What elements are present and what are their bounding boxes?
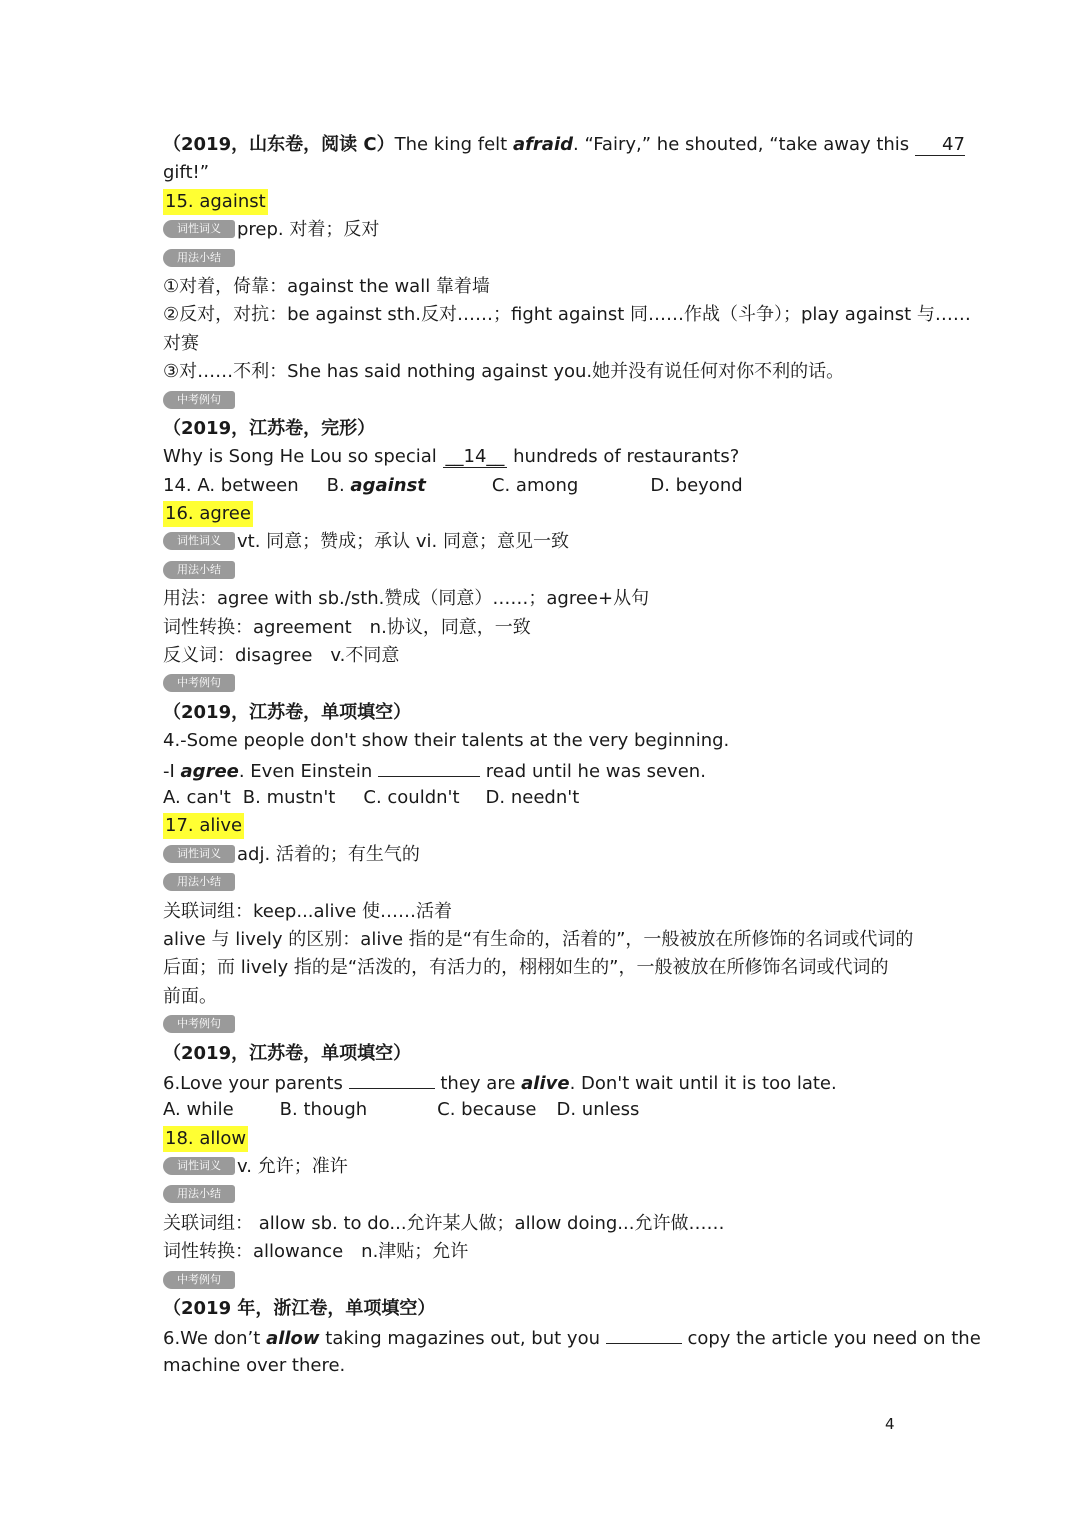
definition: adj. 活着的；有生气的: [237, 843, 420, 865]
entry-heading-agree: 16. agree: [163, 501, 253, 527]
text: . Even Einstein: [238, 760, 378, 782]
text: 6.Love your parents: [163, 1072, 349, 1094]
text: -I: [163, 760, 181, 782]
text: . “Fairy,” he shouted, “take away this: [573, 134, 915, 155]
usage-line: 词性转换：allowance n.津贴；允许: [163, 1241, 469, 1263]
keyword: alive: [521, 1072, 570, 1094]
usage-line: 前面。: [163, 985, 217, 1007]
text: Why is Song He Lou so special: [163, 446, 443, 468]
definition-tag: 词性词义: [163, 532, 235, 550]
option-b-answer: against: [350, 474, 426, 496]
exam-question: [163, 1068, 917, 1096]
text: they are: [434, 1072, 522, 1094]
entry-heading-allow: 18. allow: [163, 1126, 248, 1152]
blank: [349, 1068, 435, 1089]
text: The king felt: [394, 134, 513, 155]
exam-question: 4.-Some people don't show their talents at the very beginning.: [163, 730, 730, 752]
usage-line: 反义词：disagree v.不同意: [163, 645, 400, 667]
document-page: [163, 131, 981, 1380]
blank: [378, 756, 480, 777]
usage-line: ③对……不利：She has said nothing against you.她并没有说任何对你不利的话。: [163, 361, 845, 383]
option-c: C. couldn't: [363, 786, 460, 808]
entry-heading-alive: 17. alive: [163, 813, 244, 839]
usage-line: 词性转换：agreement n.协议，同意，一致: [163, 616, 531, 638]
option-a: A. while: [163, 1099, 234, 1121]
prev-example-line-2: gift!”: [163, 162, 210, 184]
exam-question: [163, 1323, 981, 1351]
option-a: A. can't: [163, 786, 231, 808]
page-number: 4: [885, 1415, 895, 1433]
option-c: C. among: [491, 474, 579, 496]
exam-tag: 中考例句: [163, 674, 235, 692]
text: copy the article you need on the: [681, 1328, 981, 1350]
exam-source: （2019，江苏卷，单项填空）: [163, 701, 412, 723]
exam-question-line-2: machine over there.: [163, 1354, 346, 1376]
definition-tag: 词性词义: [163, 1157, 235, 1175]
option-b: B. though: [279, 1099, 368, 1121]
usage-line: 用法：agree with sb./sth.赞成（同意）……；agree+从句: [163, 588, 650, 610]
source-label: （2019，山东卷，阅读 C）: [163, 134, 395, 155]
option-d: D. beyond: [650, 474, 743, 496]
definition-tag: 词性词义: [163, 220, 235, 238]
option-d: D. needn't: [485, 786, 580, 808]
exam-question: [163, 443, 917, 471]
keyword: allow: [266, 1328, 320, 1350]
exam-tag: 中考例句: [163, 1015, 235, 1033]
usage-tag: 用法小结: [163, 1185, 235, 1203]
usage-tag: 用法小结: [163, 249, 235, 267]
text: hundreds of restaurants?: [507, 446, 740, 468]
exam-answer-line: [163, 756, 917, 784]
exam-source: （2019，江苏卷，单项填空）: [163, 1042, 412, 1064]
keyword: afraid: [512, 134, 574, 155]
usage-line: 关联词组：keep...alive 使……活着: [163, 900, 453, 922]
usage-line: 对赛: [163, 332, 199, 354]
option-c: C. because: [437, 1099, 537, 1121]
blank-number: 14: [463, 446, 487, 468]
exam-options: [163, 1096, 917, 1124]
option-a: 14. A. between: [163, 474, 299, 496]
exam-source: （2019，江苏卷，完形）: [163, 417, 376, 439]
exam-tag: 中考例句: [163, 391, 235, 409]
usage-line: alive 与 lively 的区别：alive 指的是“有生命的，活着的”，一般被放在所修饰的名词或代词的: [163, 928, 914, 950]
usage-tag: 用法小结: [163, 561, 235, 579]
exam-source: （2019 年，浙江卷，单项填空）: [163, 1298, 436, 1320]
option-b: B. mustn't: [242, 786, 336, 808]
exam-options: [163, 472, 917, 500]
text: read until he was seven.: [479, 760, 706, 782]
usage-tag: 用法小结: [163, 873, 235, 891]
definition: v. 允许；准许: [237, 1156, 348, 1178]
text: taking magazines out, but you: [319, 1328, 606, 1350]
definition: vt. 同意；赞成；承认 vi. 同意；意见一致: [237, 531, 569, 553]
entry-heading-against: 15. against: [163, 189, 268, 215]
blank: __14__: [443, 446, 508, 468]
usage-line: 关联词组： allow sb. to do...允许某人做；allow doing...允许做……: [163, 1212, 725, 1234]
exam-tag: 中考例句: [163, 1271, 235, 1289]
usage-line: 后面；而 lively 指的是“活泼的，有活力的，栩栩如生的”，一般被放在所修饰名词或代词的: [163, 957, 889, 979]
blank-with-number: 47: [915, 135, 965, 156]
definition: prep. 对着；反对: [237, 219, 380, 241]
blank: [606, 1323, 682, 1344]
keyword: agree: [180, 760, 239, 782]
option-d: D. unless: [556, 1099, 640, 1121]
prev-example-line: [163, 131, 965, 159]
exam-options: [163, 784, 917, 812]
usage-line: ①对着，倚靠：against the wall 靠着墙: [163, 275, 490, 297]
usage-line: ②反对，对抗：be against sth.反对……；fight against 同……作战（斗争）；play against 与……: [163, 304, 971, 326]
text: . Don't wait until it is too late.: [569, 1072, 837, 1094]
definition-tag: 词性词义: [163, 845, 235, 863]
text: 6.We don’t: [163, 1328, 267, 1350]
option-b-label: B.: [326, 474, 351, 496]
